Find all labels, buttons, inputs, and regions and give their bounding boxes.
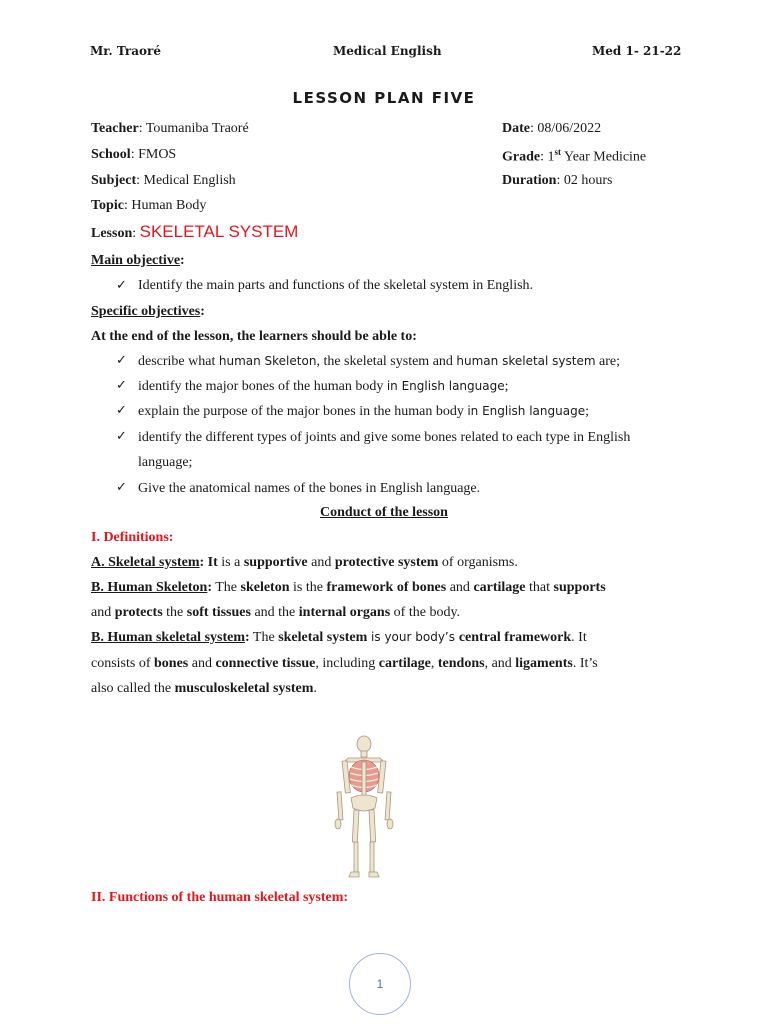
definition-human-skeleton: B. Human Skeleton: The skeleton is the framework of bones and cartilage that supports	[91, 580, 606, 595]
check-icon: ✓	[116, 352, 127, 367]
definitions-heading: I. Definitions:	[91, 530, 174, 545]
functions-heading: II. Functions of the human skeletal system:	[91, 890, 349, 905]
objective-item: describe what human Skeleton, the skeletal system and human skeletal system are;	[138, 354, 621, 369]
human-skeleton-image	[318, 732, 410, 880]
date-line: Date: 08/06/2022	[502, 121, 602, 136]
subject-line: Subject: Medical English	[91, 173, 236, 188]
conduct-heading: Conduct of the lesson	[320, 505, 448, 520]
lesson-line: Lesson: SKELETAL SYSTEM	[91, 222, 299, 241]
page-title: LESSON PLAN FIVE	[292, 89, 476, 107]
topic-line: Topic: Human Body	[91, 198, 207, 213]
objective-item: identify the different types of joints and give some bones related to each type in English	[138, 430, 631, 445]
header-author: Mr. Traoré	[90, 44, 161, 58]
page-number: 1	[349, 953, 411, 1015]
objective-item: identify the major bones of the human body in English language;	[138, 379, 509, 394]
check-icon: ✓	[116, 277, 127, 292]
objective-item: Give the anatomical names of the bones in English language.	[138, 481, 481, 496]
header-code: Med 1- 21-22	[592, 44, 682, 58]
definition-skeletal-system: A. Skeletal system: It is a supportive and protective system of organisms.	[91, 555, 518, 570]
header-course: Medical English	[333, 44, 442, 58]
check-icon: ✓	[116, 402, 127, 417]
school-line: School: FMOS	[91, 147, 177, 162]
definition-skeletal-system-2-line2: consists of bones and connective tissue, including cartilage, tendons, and ligaments. It’s	[91, 656, 598, 671]
check-icon: ✓	[116, 428, 127, 443]
objective-item-continued: language;	[138, 455, 193, 470]
check-icon: ✓	[116, 377, 127, 392]
check-icon: ✓	[116, 479, 127, 494]
specific-objectives-heading: Specific objectives:	[91, 304, 205, 319]
specific-intro: At the end of the lesson, the learners should be able to:	[91, 329, 417, 344]
lesson-name: SKELETAL SYSTEM	[139, 222, 299, 241]
main-objective-heading: Main objective:	[91, 253, 185, 268]
definition-skeletal-system-2-line3: also called the musculoskeletal system.	[91, 681, 317, 696]
teacher-line: Teacher: Toumaniba Traoré	[91, 121, 249, 136]
main-objective-item: Identify the main parts and functions of the skeletal system in English.	[138, 278, 534, 293]
grade-line: Grade: 1st Year Medicine	[502, 147, 647, 165]
duration-line: Duration: 02 hours	[502, 173, 613, 188]
definition-human-skeleton-line2: and protects the soft tissues and the internal organs of the body.	[91, 605, 461, 620]
definition-skeletal-system-2: B. Human skeletal system: The skeletal system is your body’s central framework. It	[91, 630, 587, 645]
objective-item: explain the purpose of the major bones in the human body in English language;	[138, 404, 589, 419]
